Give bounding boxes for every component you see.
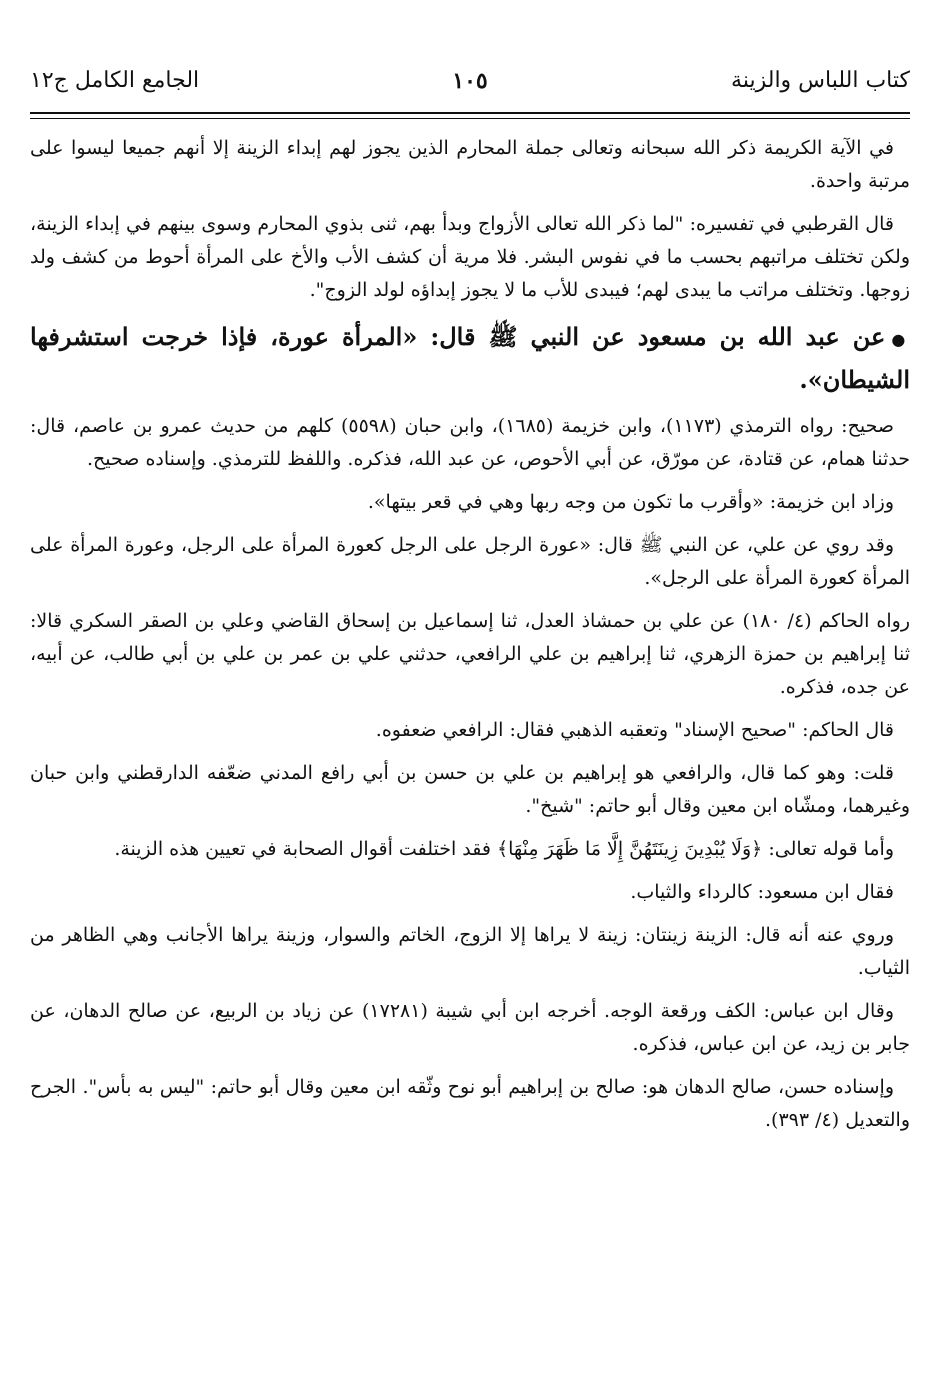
paragraph-9: قلت: وهو كما قال، والرافعي هو إبراهيم بن علي بن حسن بن أبي رافع المدني ضعّفه الدارقطني وابن حبان وغيرهما، ومشّاه ابن معين وقال أبو حاتم: "شيخ". — [30, 762, 910, 817]
page-body — [30, 132, 910, 1147]
paragraph-6: وقد روي عن علي، عن النبي ﷺ قال: «عورة الرجل على الرجل كعورة المرأة على الرجل، وعورة المرأة على المرأة كعورة المرأة على الرجل». — [30, 534, 910, 589]
hadith-text — [30, 317, 910, 400]
paragraph-13: وقال ابن عباس: الكف ورقعة الوجه. أخرجه ابن أبي شيبة (١٧٢٨١) عن زياد بن الربيع، عن صالح الدهان، عن جابر بن زيد، عن ابن عباس، فذكره. — [30, 1000, 910, 1055]
paragraph-8: قال الحاكم: "صحيح الإسناد" وتعقبه الذهبي فقال: الرافعي ضعفوه. — [375, 719, 894, 741]
paragraph-1: في الآية الكريمة ذكر الله سبحانه وتعالى جملة المحارم الذين يجوز لهم إبداء الزينة إلا أنهم جميعا ليسوا على مرتبة واحدة. — [30, 137, 910, 192]
book-title: الجامع الكامل ج١٢ — [30, 68, 200, 93]
paragraph-11: فقال ابن مسعود: كالرداء والثياب. — [630, 881, 894, 903]
paragraph-4: صحيح: رواه الترمذي (١١٧٣)، وابن خزيمة (١٦٨٥)، وابن حبان (٥٥٩٨) كلهم من حديث عمرو بن عاصم، قال: حدثنا همام، عن قتادة، عن مورّق، عن أبي الأحوص، عن عبد الله، فذكره. واللفظ للترمذي. وإسناده صحيح. — [30, 415, 910, 470]
bullet-icon: ● — [891, 330, 910, 349]
chapter-title: كتاب اللباس والزينة — [731, 68, 910, 93]
paragraph-2: قال القرطبي في تفسيره: "لما ذكر الله تعالى الأزواج وبدأ بهم، ثنى بذوي المحارم وسوى بينهم في إبداء الزينة، ولكن تختلف مراتبهم بحسب ما في نفوس البشر. فلا مرية أن كشف الأب والأخ على المرأة أحوط من كشف ولد زوجها. وتختلف مراتب ما يبدى لهم؛ فيبدى للأب ما لا يجوز إبداؤه لولد الزوج". — [30, 213, 910, 301]
header-rule-thin — [30, 118, 910, 119]
paragraph-10: وأما قوله تعالى: ﴿وَلَا يُبْدِينَ زِينَتَهُنَّ إِلَّا مَا ظَهَرَ مِنْهَا﴾ فقد اختلفت أقوال الصحابة في تعيين هذه الزينة. — [114, 838, 894, 860]
hadith-body: عن عبد الله بن مسعود عن النبي ﷺ قال: «المرأة عورة، فإذا خرجت استشرفها الشيطان». — [30, 322, 910, 394]
paragraph-14: وإسناده حسن، صالح الدهان هو: صالح بن إبراهيم أبو نوح وثّقه ابن معين وقال أبو حاتم: "ليس به بأس". الجرح والتعديل (٤/ ٣٩٣). — [30, 1076, 910, 1131]
page-number: ١٠٥ — [452, 68, 488, 94]
paragraph-5: وزاد ابن خزيمة: «وأقرب ما تكون من وجه ربها وهي في قعر بيتها». — [367, 491, 894, 513]
paragraph-12: وروي عنه أنه قال: الزينة زينتان: زينة لا يراها إلا الزوج، الخاتم والسوار، وزينة يراها الأجانب وهي الظاهر من الثياب. — [30, 924, 910, 979]
header-rule-thick — [30, 112, 910, 114]
paragraph-7: رواه الحاكم (٤/ ١٨٠) عن علي بن حمشاذ العدل، ثنا إسماعيل بن إسحاق القاضي وعلي بن الصقر السكري قالا: ثنا إبراهيم بن حمزة الزهري، ثنا إبراهيم بن علي الرافعي، حدثني علي بن عمر بن علي بن أبي طالب، عن أبيه، عن جده، فذكره. — [30, 610, 910, 698]
page-header — [30, 68, 910, 108]
